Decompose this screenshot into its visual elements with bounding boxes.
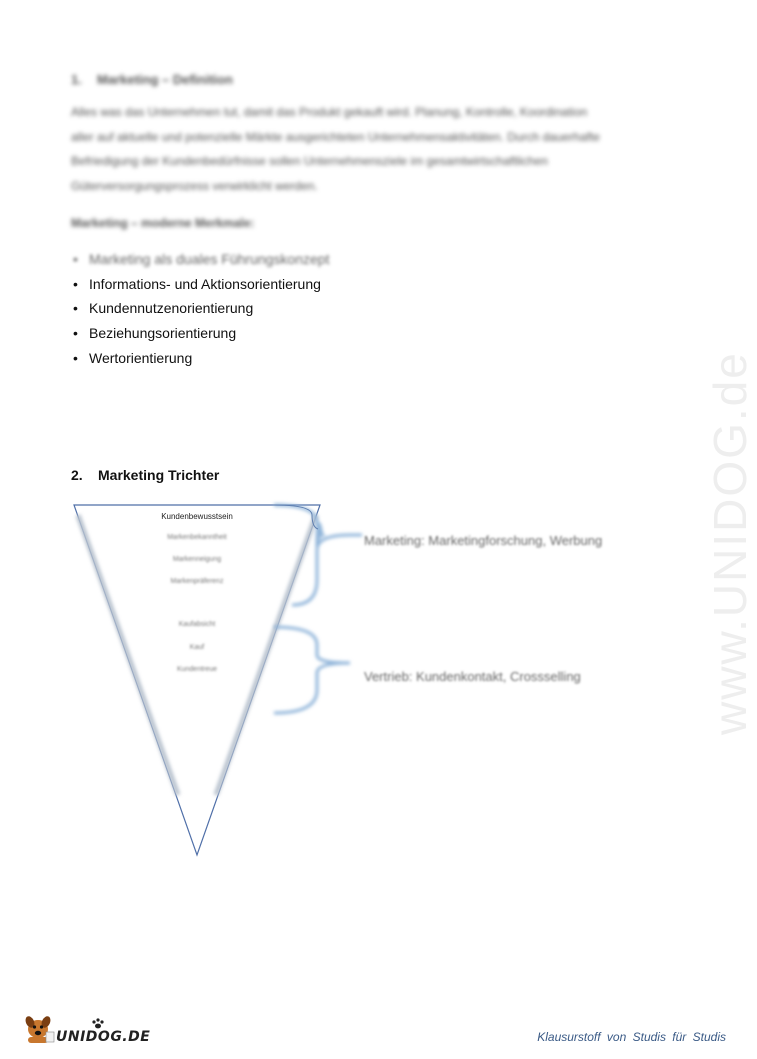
features-list: [71, 247, 329, 370]
section-1-heading: [71, 72, 233, 87]
bullet-icon: •: [73, 325, 78, 342]
unidog-logo: [22, 1012, 157, 1051]
bullet-icon: •: [73, 275, 78, 292]
section-1-number: 1.: [71, 72, 82, 87]
bullet-icon: •: [73, 349, 78, 366]
section-1-title: Marketing – Definition: [97, 72, 233, 87]
dog-mascot-icon: [24, 1015, 54, 1043]
features-subheading: Marketing – moderne Merkmale:: [71, 216, 255, 230]
funnel-level-label: Kauf: [189, 644, 205, 651]
section-2-heading: [71, 467, 219, 483]
funnel-level-label: Kundenbewusstsein: [161, 512, 233, 521]
bullet-icon: •: [73, 251, 78, 267]
list-item-text: Marketing als duales Führungskonzept: [89, 251, 330, 267]
brace-icon: [274, 505, 362, 713]
list-item: [71, 321, 329, 346]
list-item: [71, 346, 329, 371]
funnel-level-label: Markenneigung: [172, 556, 222, 563]
paw-icon: [92, 1018, 103, 1028]
paragraph-line: Befriedigung der Kundenbedürfnisse sollen Unternehmensziele im gesamtwirtschaftlichen: [71, 154, 548, 168]
watermark: www.UNIDOG.de: [704, 351, 756, 735]
list-item-text: Wertorientierung: [89, 349, 193, 366]
definition-paragraph: [71, 100, 681, 198]
list-item-text: Kundennutzenorientierung: [89, 300, 254, 317]
marketing-funnel-diagram: [60, 495, 660, 865]
funnel-level-label: Kaufabsicht: [178, 621, 216, 628]
funnel-level-label: Markenpräferenz: [170, 578, 224, 585]
footer-tagline: Klausurstoff von Studis für Studis: [537, 1030, 726, 1044]
brace-label-vertrieb: Vertrieb: Kundenkontakt, Crossselling: [364, 669, 581, 684]
paragraph-line: aller auf aktuelle und potenzielle Märkte ausgerichteten Unternehmensaktivitäten. Durch dauerhafte: [71, 129, 600, 144]
section-2-number: 2.: [71, 467, 83, 483]
funnel-level-label: Kundentreue: [176, 666, 218, 673]
list-item: [71, 296, 329, 321]
logo-text: UNIDOG.DE: [56, 1029, 151, 1045]
list-item-text: Informations- und Aktionsorientierung: [89, 275, 321, 292]
list-item: [71, 272, 329, 297]
bullet-icon: •: [73, 300, 78, 317]
list-item-text: Beziehungsorientierung: [89, 325, 237, 342]
funnel-level-label: Markenbekanntheit: [167, 534, 227, 541]
list-item: [71, 247, 329, 272]
paragraph-line: Alles was das Unternehmen tut, damit das Produkt gekauft wird. Planung, Kontrolle, Koordination: [71, 105, 588, 119]
brace-label-marketing: Marketing: Marketingforschung, Werbung: [364, 533, 603, 548]
section-2-title: Marketing Trichter: [98, 467, 220, 483]
paragraph-line: Güterversorgungsprozess verwirklicht werden.: [71, 178, 318, 193]
